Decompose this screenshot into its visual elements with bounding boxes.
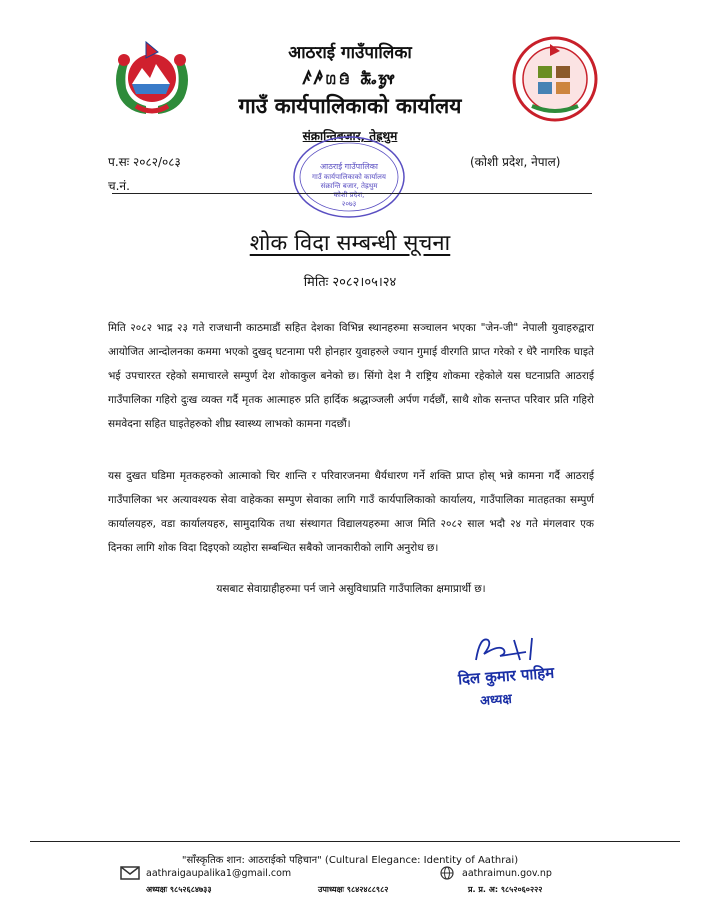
notice-date: मितिः २०८२।०५।२४ bbox=[303, 275, 397, 290]
office-address: संक्रान्तिबजार, तेह्रथुम bbox=[302, 129, 398, 143]
org-name: आठराई गाउँपालिका bbox=[288, 43, 412, 63]
org-script-name: ꤰꤳꤛꤢꤨ ᤊᤠᤱᤃᤢᤶ bbox=[303, 67, 397, 89]
signature bbox=[470, 630, 550, 668]
footer-divider bbox=[30, 841, 680, 842]
signatory-name: दिल कुमार पाहिम bbox=[457, 663, 555, 689]
stamp-line-1: आठराई गाउँपालिका bbox=[320, 162, 378, 171]
notice-paragraph-3: यसबाट सेवाग्राहीहरुमा पर्न जाने असुविधाप्रति गाउँपालिका क्षमाप्रार्थी छ। bbox=[216, 583, 486, 595]
stamp-line-3: संक्रान्ति बजार, तेह्रथुम bbox=[320, 182, 378, 190]
dispatch-number: च.नं. bbox=[108, 179, 130, 193]
mail-icon bbox=[120, 866, 140, 880]
reference-number: प.सः २०८२/०८३ bbox=[108, 155, 181, 169]
office-title: गाउँ कार्यपालिकाको कार्यालय bbox=[238, 94, 462, 118]
signatory-title: अध्यक्ष bbox=[479, 691, 513, 710]
notice-title bbox=[150, 227, 550, 257]
stamp-line-5: २०७३ bbox=[341, 200, 357, 208]
header-divider bbox=[112, 193, 592, 194]
notice-paragraph-1: मिति २०८२ भाद्र २३ गते राजधानी काठमाडौं सहित देशका विभिन्न स्थानहरुमा सञ्चालन भएका "जेन-जी" नेपाली युवाहरुद्वारा आयोजित आन्दोलनका कममा भएको दुखद् घटनामा परी होनहार युवाहरुले ज्यान गुमाई वीरगति प्राप्त गरेको र धेरै नागरिक घाइते भई उपचाररत रहेको समाचारले सम्पुर्ण देश शोकाकुल बनेको छ। सिंगो देश नै राष्ट्रिय शोकमा रहेकोले यस घटनाप्रति आठराई गाउँपालिका गहिरो दुःख व्यक्त गर्दै मृतक आत्माहरु प्रति हार्दिक श्रद्धाञ्जली अर्पण गर्दछौं, साथै शोक सन्तप्त परिवार प्रति गहिरो समवेदना सहित घाइतेहरुको शीघ्र स्वास्थ्य लाभको कामना गदछौं। bbox=[108, 322, 594, 430]
notice-title-text: शोक विदा सम्बन्धी सूचना bbox=[249, 231, 451, 256]
vice-chair-phone: उपाध्यक्षः ९८४२४८८९८२ bbox=[318, 885, 389, 894]
globe-icon bbox=[440, 866, 454, 880]
notice-paragraph-2: यस दुखत घडिमा मृतकहरुको आत्माको चिर शान्ति र परिवारजनमा धैर्यधारण गर्ने शक्ति प्राप्त होस् भन्ने कामना गर्दै आठराई गाउँपालिका भर अत्यावश्यक सेवा वाहेकका सम्पुण सेवाका लागि गाउँ कार्यपालिकाको कार्यालय, गाउँपालिका मातहतका सम्पुर्ण कार्यालयहरु, वडा कार्यालयहरु, सामुदायिक तथा संस्थागत विद्यालयहरुमा आज मिति २०८२ साल भदौ २४ गते मंगलवार एक दिनका लागि शोक विदा दिइएको व्यहोरा सम्बन्धित सबैको जानकारीको लागि अनुरोध छ। bbox=[108, 470, 594, 554]
province-label: (कोशी प्रदेश, नेपाल) bbox=[470, 155, 561, 169]
chair-phone: अध्यक्षः ९८५२६८४७३३ bbox=[146, 885, 212, 894]
office-stamp bbox=[290, 133, 408, 221]
stamp-line-4: कोशी प्रदेश, bbox=[333, 191, 365, 199]
footer-email[interactable]: aathraigaupalika1@gmail.com bbox=[146, 868, 292, 879]
stamp-line-2: गाउँ कार्यपालिकाको कार्यालय bbox=[312, 173, 386, 181]
footer-slogan: "साँस्कृतिक शान: आठराईको पहिचान" (Cultural Elegance: Identity of Aathrai) bbox=[181, 855, 519, 866]
footer-website[interactable]: aathraimun.gov.np bbox=[462, 868, 552, 879]
cao-phone: प्र. प्र. अ: ९८५२०६०२२२ bbox=[468, 885, 543, 894]
